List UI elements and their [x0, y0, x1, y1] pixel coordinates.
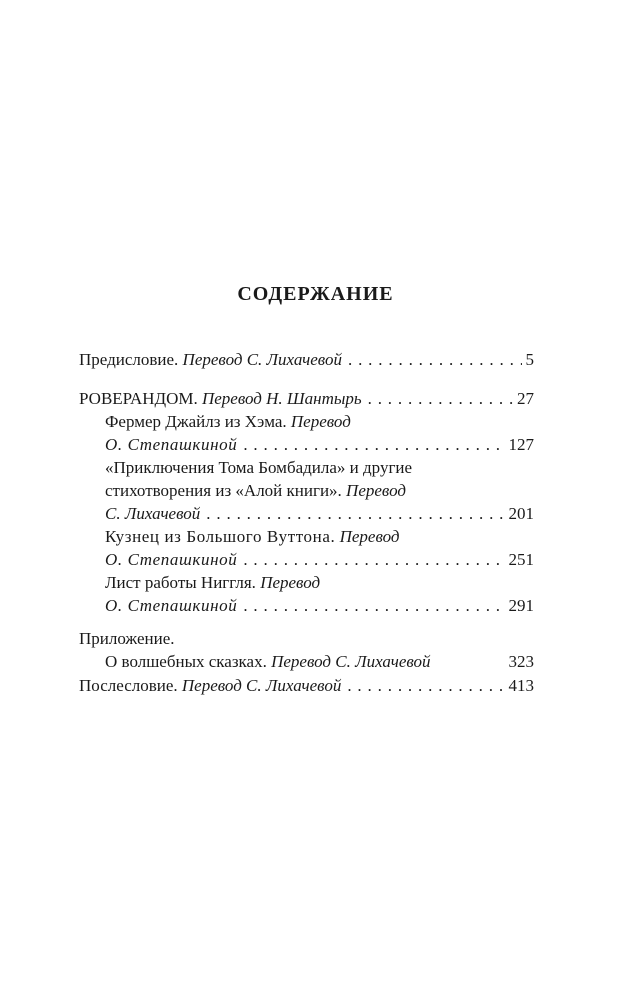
toc-entry-translator-name: О. Степашкиной — [105, 596, 238, 615]
toc-page-number: 5 — [525, 350, 534, 369]
toc-entry-translator-name: О. Степашкиной — [105, 435, 238, 454]
toc-entry-farmer-giles[interactable] — [79, 410, 534, 433]
toc-page-number: 27 — [517, 389, 534, 408]
toc-entry-title: Приложение. — [79, 629, 175, 648]
toc-page-number: 291 — [508, 596, 534, 615]
toc-entry-tom-bombadil-cont[interactable] — [79, 502, 534, 525]
toc-entry-translator-label: Перевод — [290, 412, 351, 431]
toc-entry-translator-name: С. Лихачевой — [105, 504, 201, 523]
toc-entry-title: «Приключения Тома Бомбадила» и другие — [105, 458, 413, 477]
dot-leader — [206, 502, 504, 525]
toc-entry-translator-label: Перевод — [339, 527, 400, 546]
toc-entry-title: Лист работы Ниггля. — [105, 573, 256, 592]
toc-entry-translator: Перевод С. Лихачевой — [271, 652, 431, 671]
dot-leader — [243, 433, 504, 456]
toc-page-number: 413 — [508, 676, 534, 695]
toc-entry-tom-bombadil[interactable] — [79, 456, 534, 479]
toc-entry-translator-label: Перевод — [260, 573, 321, 592]
toc-entry-title: Послесловие. — [79, 676, 178, 695]
toc-entry-farmer-giles-cont[interactable] — [79, 433, 534, 456]
toc-entry-roverandom[interactable] — [79, 387, 534, 410]
toc-entry-leaf-niggle-cont[interactable] — [79, 594, 534, 617]
toc-entry-appendix[interactable] — [79, 627, 534, 650]
toc-entry-smith-wootton-cont[interactable] — [79, 548, 534, 571]
toc-entry-translator: Перевод С. Лихачевой — [182, 350, 342, 369]
toc-entry-title: Предисловие. — [79, 350, 179, 369]
toc-entry-leaf-niggle[interactable] — [79, 571, 534, 594]
dot-leader — [243, 594, 504, 617]
toc-entry-title: стихотворения из «Алой книги». — [105, 481, 342, 500]
dot-leader — [368, 387, 513, 410]
toc-entry-translator: Перевод С. Лихачевой — [181, 676, 342, 695]
toc-page-number: 127 — [508, 435, 534, 454]
dot-leader — [348, 348, 522, 371]
toc-entry-translator-label: Перевод — [346, 481, 406, 500]
toc-entry-title: О волшебных сказках. — [105, 652, 267, 671]
dot-leader — [243, 548, 504, 571]
toc-entry-tom-bombadil-line2[interactable] — [79, 479, 534, 502]
toc-entry-title: Кузнец из Большого Вуттона. — [105, 527, 336, 546]
toc-page-number: 251 — [508, 550, 534, 569]
toc-entry-afterword[interactable] — [79, 674, 534, 697]
toc-entry-title: Фермер Джайлз из Хэма. — [105, 412, 287, 431]
table-of-contents — [79, 348, 534, 697]
toc-entry-translator: Перевод Н. Шантырь — [201, 389, 362, 408]
toc-page-number: 201 — [508, 504, 534, 523]
toc-entry-translator-name: О. Степашкиной — [105, 550, 238, 569]
toc-page-number: 323 — [508, 652, 534, 671]
toc-entry-appendix-fairy-stories[interactable] — [79, 650, 534, 673]
toc-entry-smith-wootton[interactable] — [79, 525, 534, 548]
dot-leader — [347, 674, 504, 697]
page-title: СОДЕРЖАНИЕ — [237, 283, 394, 305]
toc-entry-preface[interactable] — [79, 348, 534, 371]
toc-entry-title: РОВЕРАНДОМ. — [79, 389, 198, 408]
